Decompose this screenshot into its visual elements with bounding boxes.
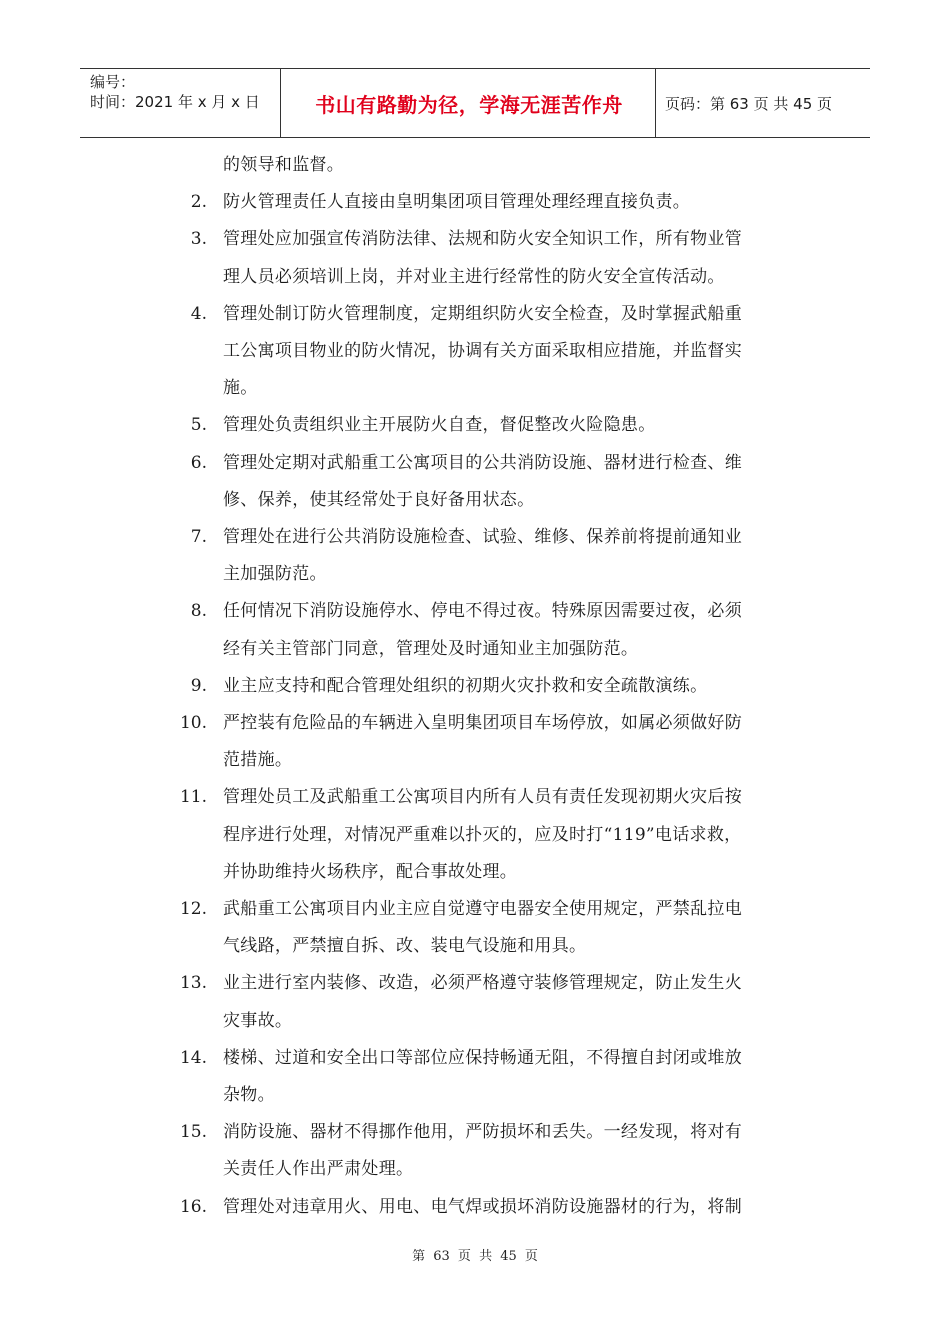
list-item-text: 业主进行室内装修、改造，必须严格遵守装修管理规定，防止发生火 xyxy=(223,973,742,994)
list-item-number: 14. xyxy=(179,1047,207,1068)
list-item-number: 16. xyxy=(179,1196,207,1217)
list-item-number: 3. xyxy=(190,229,207,250)
header-left-cell xyxy=(90,72,280,112)
list-item-text: 武船重工公寓项目内业主应自觉遵守电器安全使用规定，严禁乱拉电 xyxy=(223,899,742,919)
list-item-number: 5. xyxy=(190,415,207,436)
list-item-text: 范措施。 xyxy=(223,750,293,771)
list-item-text: 管理处员工及武船重工公寓项目内所有人员有责任发现初期火灾后按 xyxy=(223,787,742,808)
list-item-text: 灾事故。 xyxy=(223,1010,293,1031)
list-item-text: 主加强防范。 xyxy=(223,564,327,585)
list-item-text: 管理处在进行公共消防设施检查、试验、维修、保养前将提前通知业 xyxy=(223,527,742,547)
list-item-number: 8. xyxy=(190,601,207,622)
list-item-text: 气线路，严禁擅自拆、改、装电气设施和用具。 xyxy=(223,936,587,957)
header-divider xyxy=(655,69,656,137)
list-item-text: 管理处应加强宣传消防法律、法规和防火安全知识工作，所有物业管 xyxy=(223,229,742,250)
list-item-text: 管理处负责组织业主开展防火自查，督促整改火险隐患。 xyxy=(223,415,656,436)
list-item-number: 9. xyxy=(190,675,207,696)
header-page-info: 页码：第 63 页 共 45 页 xyxy=(665,94,833,113)
list-item-text: 关责任人作出严肃处理。 xyxy=(223,1159,414,1180)
list-item-number: 2. xyxy=(190,192,207,213)
list-item-text: 消防设施、器材不得挪作他用，严防损坏和丢失。一经发现，将对有 xyxy=(223,1122,742,1143)
list-item-number: 15. xyxy=(179,1122,207,1143)
list-item-text: 防火管理责任人直接由皇明集团项目管理处理经理直接负责。 xyxy=(223,192,691,213)
page-footer: 第 63 页 共 45 页 xyxy=(412,1249,538,1264)
list-item-number: 7. xyxy=(190,527,207,547)
list-item-text: 修、保养，使其经常处于良好备用状态。 xyxy=(223,489,535,510)
list-item-text: 任何情况下消防设施停水、停电不得过夜。特殊原因需要过夜，必须 xyxy=(223,601,742,622)
list-item-number: 6. xyxy=(190,452,207,473)
list-item-text: 楼梯、过道和安全出口等部位应保持畅通无阻，不得擅自封闭或堆放 xyxy=(223,1047,742,1068)
list-item-text: 程序进行处理，对情况严重难以扑灭的，应及时打“119”电话求救， xyxy=(223,824,742,845)
list-item-text: 杂物。 xyxy=(223,1085,275,1105)
list-item-number: 4. xyxy=(190,303,207,324)
list-item-number: 10. xyxy=(179,713,207,733)
document-date: 时间：2021 年 x 月 x 日 xyxy=(90,93,260,111)
list-item-text: 的领导和监督。 xyxy=(223,155,345,175)
list-item-text: 并协助维持火场秩序，配合事故处理。 xyxy=(223,861,518,882)
header-table xyxy=(80,68,870,138)
header-motto: 书山有路勤为径，学海无涯苦作舟 xyxy=(315,92,623,117)
list-item-text: 理人员必须培训上岗，并对业主进行经常性的防火安全宣传活动。 xyxy=(223,266,725,287)
list-item-text: 管理处制订防火管理制度，定期组织防火安全检查，及时掌握武船重 xyxy=(223,303,742,324)
list-item-number: 12. xyxy=(179,899,207,919)
list-item-number: 13. xyxy=(179,973,207,994)
list-item-text: 经有关主管部门同意，管理处及时通知业主加强防范。 xyxy=(223,638,639,659)
list-item-text: 工公寓项目物业的防火情况，协调有关方面采取相应措施，并监督实 xyxy=(223,341,742,361)
header-divider xyxy=(280,69,281,137)
list-item-text: 严控装有危险品的车辆进入皇明集团项目车场停放，如属必须做好防 xyxy=(223,713,742,733)
list-item-text: 管理处定期对武船重工公寓项目的公共消防设施、器材进行检查、维 xyxy=(223,452,742,473)
list-item-text: 业主应支持和配合管理处组织的初期火灾扑救和安全疏散演练。 xyxy=(223,675,708,696)
list-item-text: 施。 xyxy=(223,378,258,399)
document-number-label: 编号： xyxy=(90,73,136,91)
list-item-text: 管理处对违章用火、用电、电气焊或损坏消防设施器材的行为，将制 xyxy=(223,1196,742,1217)
list-item-number: 11. xyxy=(179,787,207,808)
